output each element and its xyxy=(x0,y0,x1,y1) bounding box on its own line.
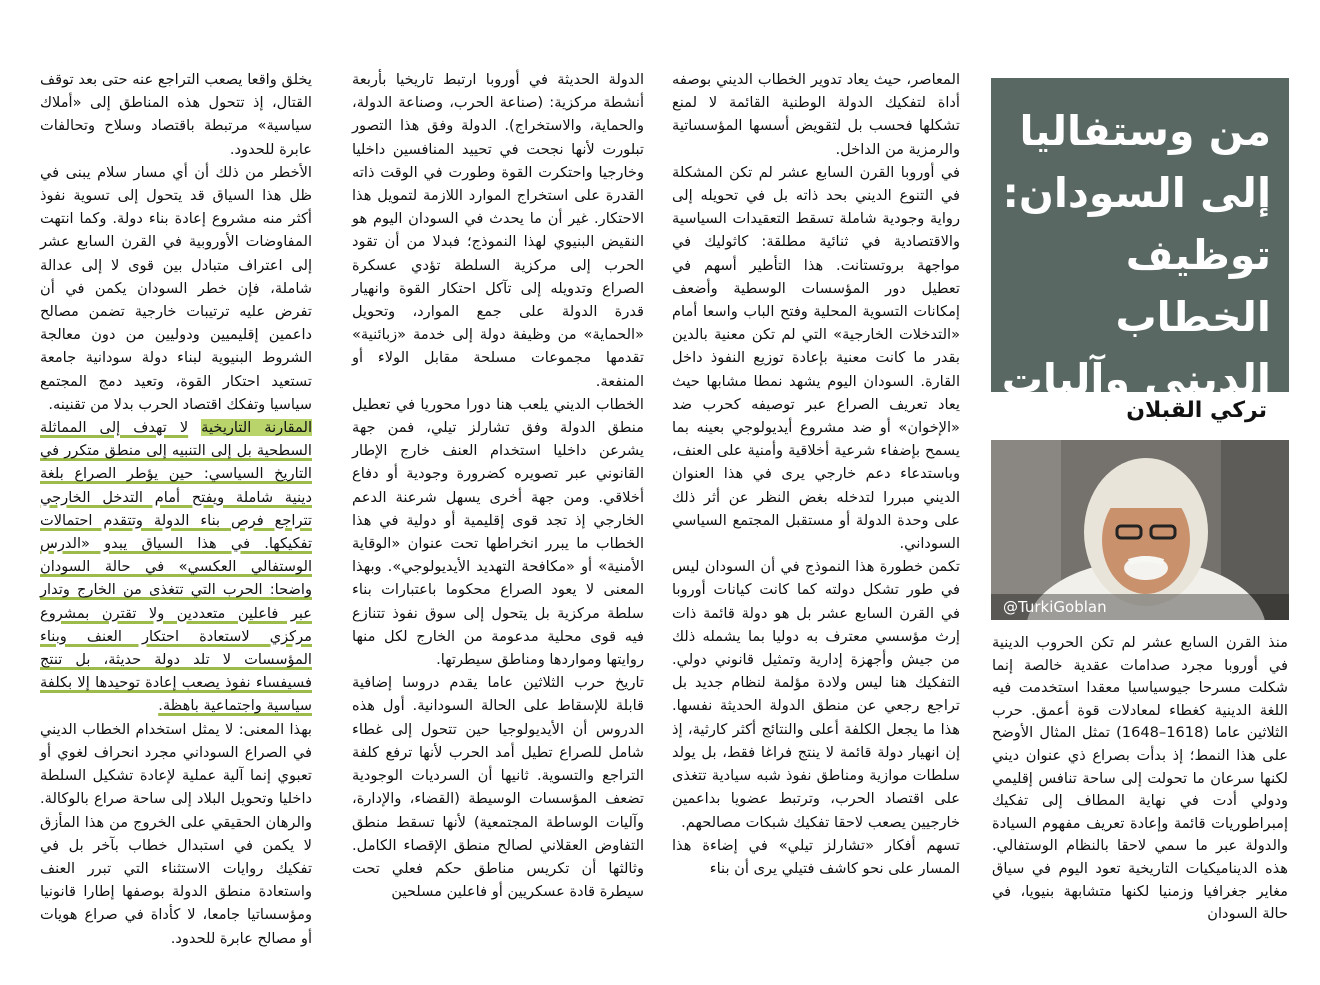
paragraph: الدولة الحديثة في أوروبا ارتبط تاريخيا بأربعة أنشطة مركزية: (صناعة الحرب، وصناعة الدولة، والحماية، والاستخراج). الدولة وفق هذا التصور تبلورت لأنها نجحت في تحييد المنافسين داخليا وخارجيا واحتكرت القوة وطورت في الوقت ذاته القدرة على استخراج الموارد اللازمة لتمويل هذا الاحتكار. غير أن ما يحدث في السودان اليوم هو النقيض البنيوي لهذا النموذج؛ فبدلا من أن تقود الحرب إلى مركزية السلطة تؤدي عسكرة الصراع وتدويله إلى تآكل احتكار القوة وانهيار قدرة الدولة على جمع الموارد، وتحويل «الحماية» من وظيفة دولة إلى خدمة «زبائنية» تقدمها مجموعات مسلحة مقابل الولاء أو المنفعة. xyxy=(352,71,644,390)
paragraph: تكمن خطورة هذا النموذج في أن السودان ليس في طور تشكل دولته كما كانت كيانات أوروبا في القرن السابع عشر بل هو دولة قائمة ذات إرث مؤسسي معترف به دوليا بما يشمله ذلك من جيش وأجهزة إدارية وتمثيل قانوني دولي. التفكيك هنا ليس ولادة مؤلمة لنظام جديد بل تراجع رجعي عن منطق الدولة الحديثة نفسها. هذا ما يجعل الكلفة أعلى والنتائج أكثر كارثية، إذ إن انهيار دولة قائمة لا ينتج فراغا فقط، بل يولد سلطات موازية ومناطق نفوذ شبه سيادية تتغذى على اقتصاد الحرب، وترتبط عضويا بداعمين خارجيين يصعب لاحقا تفكيك شبكات مصالحهم. xyxy=(672,558,960,831)
author-name: تركي القبلان xyxy=(1126,398,1267,423)
author-byline xyxy=(991,392,1289,440)
paragraph: المعاصر، حيث يعاد تدوير الخطاب الديني بوصفه أداة لتفكيك الدولة الوطنية القائمة لا لمنع تشكلها فحسب بل لتقويض أسسها المؤسساتية والرمزية من الداخل. xyxy=(672,71,960,158)
paragraph: الأخطر من ذلك أن أي مسار سلام يبنى في ظل هذا السياق قد يتحول إلى تسوية نفوذ أكثر منه مشروع إعادة بناء دولة. وكما انتهت المفاوضات الأوروبية في القرن السابع عشر إلى اعتراف متبادل بين قوى لا إلى عدالة شاملة، فإن خطر السودان يكمن في أن تفرض عليه ترتيبات خارجية تضمن مصالح داعمين إقليميين ودوليين من دون معالجة الشروط البنيوية لبناء دولة سودانية جامعة تستعيد احتكار القوة، وتعيد دمج المجتمع سياسيا وتفكك اقتصاد الحرب بدلا من تقنينه. xyxy=(40,163,312,413)
underlined-passage: لا تهدف إلى المماثلة السطحية بل إلى التنبيه إلى منطق متكرر في التاريخ السياسي: حين يؤطر الصراع بلغة دينية شاملة ويفتح أمام التدخل الخارجي تتراجع فرص بناء الدولة وتتقدم احتمالات تفكيكها. في هذا السياق يبدو «الدرس الوستفالي العكسي» في حالة السودان واضحا: الحرب التي تتغذى من الخارج وتدار عبر فاعلين متعددين ولا تقترن بمشروع مركزي لاستعادة احتكار العنف وبناء المؤسسات لا تلد دولة حديثة، بل تنتج فسيفساء نفوذ يصعب إعادة توحيدها إلا بكلفة سياسية واجتماعية باهظة. xyxy=(40,419,312,715)
article-column-2 xyxy=(672,68,960,880)
paragraph: الخطاب الديني يلعب هنا دورا محوريا في تعطيل منطق الدولة وفق تشارلز تيلي، فمن جهة يشرعن داخليا استخدام العنف خارج الإطار القانوني عبر تصويره كضرورة وجودية أو دفاع أخلاقي. ومن جهة أخرى يسهل شرعنة الدعم الخارجي إذ تجد قوى إقليمية أو دولية في هذا الخطاب ما يبرر انخراطها تحت عنوان «الوقاية الأمنية» أو «مكافحة التهديد الأيديولوجي». وبهذا المعنى لا يعود الصراع محكوما باعتبارات بناء سلطة مركزية بل يتحول إلى سوق نفوذ تتنازع فيه قوى محلية مدعومة من الخارج لكل منها روايتها ومواردها ومناطق سيطرتها. xyxy=(352,395,644,669)
paragraph: تسهم أفكار «تشارلز تيلي» في إضاءة هذا المسار على نحو كاشف فتيلي يرى أن بناء xyxy=(672,836,960,877)
article-column-3 xyxy=(352,68,644,903)
article-title-panel xyxy=(991,78,1289,403)
article-title: من وستفاليا إلى السودان: توظيف الخطاب الديني وآليات xyxy=(1001,107,1271,403)
author-photo xyxy=(991,440,1289,620)
twitter-handle: @TurkiGoblan xyxy=(1003,598,1107,616)
paragraph: في أوروبا القرن السابع عشر لم تكن المشكلة في التنوع الديني بحد ذاته بل في تحويله إلى رواية وجودية شاملة تسقط التعقيدات السياسية والاقتصادية في ثنائية مطلقة: كاثوليك في مواجهة بروتستانت. هذا التأطير أسهم في تعطيل دور المؤسسات الوسطية وأضعف إمكانات التسوية المحلية وفتح الباب واسعا أمام «التدخلات الخارجية» التي لم تكن معنية بالدين بقدر ما كانت معنية بإعادة توزيع النفوذ داخل القارة. السودان اليوم يشهد نمطا مشابها حيث يعاد تعريف الصراع عبر توصيفه كحرب ضد «الإخوان» أو ضد مشروع أيديولوجي بعينه بما يسمح بإضفاء شرعية أخلاقية وأمنية على العنف، وباستدعاء دعم خارجي يرى في هذا العنوان الديني مبررا لتدخله بغض النظر عن أثر ذلك على وحدة الدولة أو مستقبل المجتمع السياسي السوداني. xyxy=(672,163,960,553)
highlighted-phrase: المقارنة التاريخية xyxy=(201,419,312,437)
paragraph xyxy=(40,416,312,718)
paragraph: بهذا المعنى: لا يمثل استخدام الخطاب الديني في الصراع السوداني مجرد انحراف لغوي أو تعبوي إنما آلية عملية لإعادة تشكيل السلطة داخليا وتحويل البلاد إلى ساحة صراع بالوكالة. والرهان الحقيقي على الخروج من هذا المأزق لا يكمن في استبدال خطاب بآخر بل في تفكيك روايات الاستثناء التي تبرر العنف واستعادة منطق الدولة بوصفها إطارا قانونيا ومؤسساتيا جامعا، لا كأداة في صراع هويات أو مصالح عابرة للحدود. xyxy=(40,720,312,947)
paragraph: تاريخ حرب الثلاثين عاما يقدم دروسا إضافية قابلة للإسقاط على الحالة السودانية. أول هذه الدروس أن الأيديولوجيا حين تتحول إلى غطاء شامل للصراع تطيل أمد الحرب لأنها ترفع كلفة التراجع والتسوية. ثانيها أن السرديات الوجودية تضعف المؤسسات الوسيطة (القضاء، والإدارة، وآليات الوساطة المجتمعية) لأنها تسقط منطق التفاوض العقلاني لصالح منطق الإقصاء الكامل. وثالثها أن تكريس مناطق حكم فعلي تحت سيطرة قادة عسكريين أو فاعلين مسلحين xyxy=(352,674,644,901)
author-portrait-image xyxy=(991,440,1289,620)
article-column-4 xyxy=(40,68,312,950)
paragraph: منذ القرن السابع عشر لم تكن الحروب الدينية في أوروبا مجرد صدامات عقدية خالصة إنما شكلت مسرحا جيوسياسيا معقدا استخدمت فيه اللغة الدينية كغطاء لمعادلات قوة أعمق. حرب الثلاثين عاما (1618–1648) تمثل المثال الأوضح على هذا النمط؛ إذ بدأت بصراع ذي عنوان ديني لكنها سرعان ما تحولت إلى ساحة تنافس إقليمي ودولي أدت في نهاية المطاف إلى تفكيك إمبراطوريات قائمة وإعادة تعريف مفهوم السيادة والدولة عبر ما سمي لاحقا بالنظام الوستفالي. هذه الديناميكيات التاريخية تعود اليوم في سياق مغاير جغرافيا وزمنيا لكنها متشابهة بنيويا، في حالة السودان xyxy=(992,634,1288,923)
paragraph: يخلق واقعا يصعب التراجع عنه حتى بعد توقف القتال، إذ تتحول هذه المناطق إلى «أملاك سياسية» مرتبطة باقتصاد وسلاح وتحالفات عابرة للحدود. xyxy=(40,71,312,158)
article-column-1 xyxy=(992,632,1288,926)
